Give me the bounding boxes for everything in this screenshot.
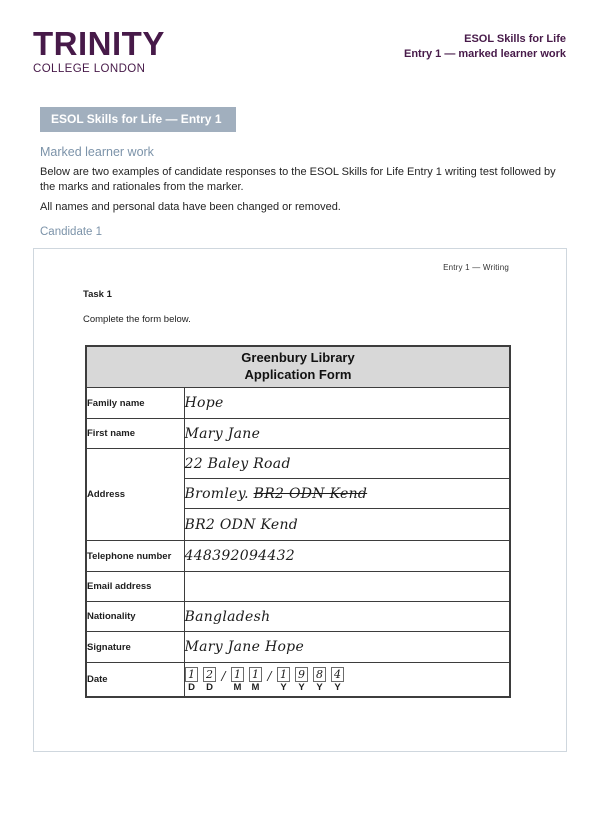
form-title-line2: Application Form: [244, 366, 352, 382]
date-label: Date: [86, 663, 184, 697]
date-letter: D: [188, 682, 195, 694]
date-letter: Y: [280, 682, 287, 694]
date-digit: 1: [249, 667, 262, 682]
logo-subtitle: COLLEGE LONDON: [33, 63, 146, 75]
table-row-telephone: [86, 541, 510, 572]
date-box-year-3: [313, 667, 327, 693]
date-box-year-1: [277, 667, 291, 693]
date-digit: 9: [295, 667, 308, 682]
date-digit: 1: [231, 667, 244, 682]
table-row-nationality: [86, 602, 510, 632]
table-row-address: [86, 449, 510, 479]
candidate-label: Candidate 1: [40, 225, 103, 238]
form-title-line1: Greenbury Library: [241, 349, 355, 365]
date-box-day-2: [203, 667, 217, 693]
form-title-row: [86, 346, 510, 388]
date-digit: 1: [185, 667, 198, 682]
date-box-day-1: [185, 667, 199, 693]
marked-learner-work-heading: Marked learner work: [40, 145, 154, 159]
date-digit: 2: [203, 667, 216, 682]
document-title: [404, 32, 566, 63]
first-name-label: First name: [86, 419, 184, 449]
nationality-label: Nationality: [86, 602, 184, 632]
document-header: [0, 0, 600, 75]
date-box-month-1: [231, 667, 245, 693]
date-slash: /: [267, 669, 272, 684]
signature-value: Mary Jane Hope: [184, 632, 510, 663]
address-line-2-struck-text: BR2 ODN Kend: [253, 485, 368, 502]
scan-page-header: Entry 1 — Writing: [443, 262, 509, 272]
table-row-email: [86, 572, 510, 602]
date-digit: 8: [313, 667, 326, 682]
date-letter: Y: [334, 682, 341, 694]
address-line-2-text: Bromley.: [184, 485, 254, 502]
logo-wordmark: TRINITY: [33, 25, 165, 62]
first-name-value: Mary Jane: [184, 419, 510, 449]
trinity-logo: [33, 27, 165, 75]
date-letter: M: [233, 682, 242, 694]
document-title-line2: Entry 1 — marked learner work: [403, 48, 566, 61]
date-box-year-4: [331, 667, 345, 693]
date-boxes: [185, 664, 510, 695]
banner-label: ESOL Skills for Life — Entry 1: [51, 112, 222, 126]
application-form-table: [85, 345, 511, 698]
address-line-3: BR2 ODN Kend: [184, 509, 510, 541]
document-title-line1: ESOL Skills for Life: [464, 33, 566, 45]
date-box-month-2: [249, 667, 263, 693]
date-letter: D: [206, 682, 213, 694]
task-instruction: Complete the form below.: [83, 313, 191, 325]
family-name-value: Hope: [184, 388, 510, 419]
date-digit: 4: [331, 667, 344, 682]
email-label: Email address: [86, 572, 184, 602]
date-letter: Y: [298, 682, 305, 694]
table-row-family-name: [86, 388, 510, 419]
task-title: Task 1: [83, 288, 112, 300]
date-digit: 1: [277, 667, 290, 682]
date-letter: Y: [316, 682, 323, 694]
scanned-learner-work-page: [33, 248, 567, 752]
telephone-label: Telephone number: [86, 541, 184, 572]
address-label: Address: [86, 449, 184, 541]
signature-label: Signature: [86, 632, 184, 663]
email-value: [184, 572, 510, 602]
telephone-value: 448392094432: [184, 541, 510, 572]
table-row-signature: [86, 632, 510, 663]
date-slash: /: [221, 669, 226, 684]
table-row-first-name: [86, 419, 510, 449]
intro-paragraph-2: All names and personal data have been changed or removed.: [40, 201, 341, 214]
intro-paragraph-1: Below are two examples of candidate responses to the ESOL Skills for Life Entry 1 writing test followed by the marks and rationales from the marker.: [40, 166, 556, 193]
form-title: [86, 346, 510, 388]
family-name-label: Family name: [86, 388, 184, 419]
address-line-1: 22 Baley Road: [184, 449, 510, 479]
table-row-date: [86, 663, 510, 697]
date-box-year-2: [295, 667, 309, 693]
section-banner: [40, 107, 236, 132]
date-letter: M: [251, 682, 260, 694]
date-value: [184, 663, 510, 697]
address-line-2: [184, 479, 510, 509]
nationality-value: Bangladesh: [184, 602, 510, 632]
